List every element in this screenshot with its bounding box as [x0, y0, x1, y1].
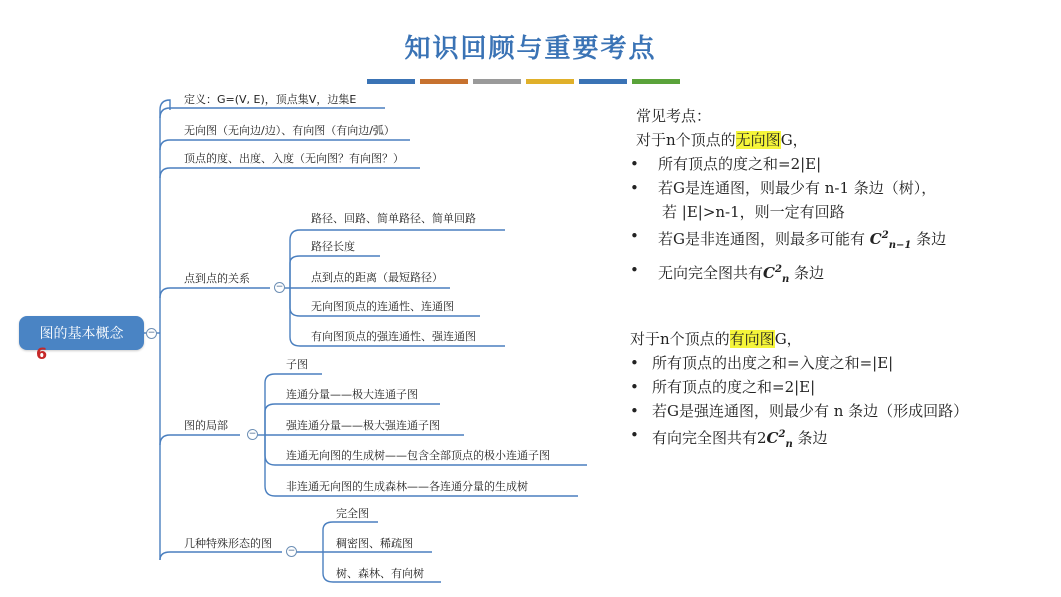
partial-child-1[interactable]: 子图	[286, 358, 308, 371]
root-collapse-toggle[interactable]: −	[147, 328, 156, 338]
node-directed-undirected[interactable]: 无向图（无向边/边）、有向图（有向边/弧）	[184, 124, 395, 137]
combination-sub: n	[785, 439, 793, 450]
partial-child-3[interactable]: 强连通分量——极大强连通子图	[286, 419, 440, 432]
combination-C: C	[763, 264, 775, 282]
undirected-highlight: 无向图	[735, 131, 781, 149]
combination-symbol	[870, 224, 912, 258]
undirected-bullet-2b: 若 |E|>n-1，则一定有回路	[662, 203, 845, 221]
special-child-3[interactable]: 树、森林、有向树	[336, 567, 424, 580]
special-child-1[interactable]: 完全图	[336, 507, 369, 520]
partial-child-5[interactable]: 非连通无向图的生成森林——各连通分量的生成树	[286, 480, 528, 493]
mindmap-root-node[interactable]: 图的基本概念	[19, 316, 144, 350]
directed-intro-suffix: G，	[774, 330, 802, 348]
undirected-bullet-2	[624, 176, 946, 224]
directed-bullet-4-suffix: 条边	[792, 429, 828, 447]
partial-child-2[interactable]: 连通分量——极大连通子图	[286, 388, 418, 401]
node-point-relations[interactable]: 点到点的关系	[184, 272, 250, 285]
node-special-graphs[interactable]: 几种特殊形态的图	[184, 537, 272, 550]
combination-C: C	[869, 230, 882, 248]
page-title: 知识回顾与重要考点	[404, 34, 657, 64]
undirected-intro-prefix: 对于n个顶点的	[636, 131, 736, 149]
combination-sub: n	[781, 274, 790, 285]
undirected-intro-suffix: G，	[780, 131, 808, 149]
undirected-bullet-1: • 所有顶点的度之和=2|E|	[624, 152, 946, 176]
directed-bullet-1: • 所有顶点的出度之和=入度之和=|E|	[624, 351, 968, 375]
undirected-intro	[624, 128, 946, 152]
combination-sup: 2	[774, 264, 782, 275]
p2p-child-5[interactable]: 有向图顶点的强连通性、强连通图	[311, 330, 476, 343]
combination-symbol	[763, 258, 789, 292]
p2p-collapse-toggle[interactable]: −	[275, 282, 284, 292]
combination-sup: 2	[881, 230, 889, 241]
annotation-marker: 6	[36, 344, 48, 363]
exam-points-panel	[624, 104, 946, 292]
special-collapse-toggle[interactable]: −	[287, 546, 296, 556]
directed-bullet-4-prefix: 有向完全图共有2	[652, 429, 767, 447]
p2p-child-2[interactable]: 路径长度	[311, 240, 355, 253]
partial-collapse-toggle[interactable]: −	[248, 429, 257, 439]
combination-symbol	[767, 423, 793, 457]
combination-sub: n−1	[888, 240, 912, 251]
directed-intro	[624, 327, 968, 351]
directed-bullet-4	[624, 423, 968, 457]
partial-child-4[interactable]: 连通无向图的生成树——包含全部顶点的极小连通子图	[286, 449, 550, 462]
directed-points-panel	[624, 327, 968, 457]
undirected-bullet-2a: 若G是连通图，则最少有 n-1 条边（树），	[658, 179, 937, 197]
undirected-bullet-4-prefix: 无向完全图共有	[658, 264, 764, 282]
undirected-bullet-3	[624, 224, 946, 258]
undirected-bullet-4-suffix: 条边	[789, 264, 824, 282]
p2p-child-1[interactable]: 路径、回路、简单路径、简单回路	[311, 212, 476, 225]
undirected-bullets	[624, 152, 946, 292]
directed-highlight: 有向图	[729, 330, 775, 348]
directed-bullet-2: • 所有顶点的度之和=2|E|	[624, 375, 968, 399]
directed-bullets	[624, 351, 968, 457]
node-partial[interactable]: 图的局部	[184, 419, 228, 432]
combination-C: C	[766, 429, 779, 447]
panel-heading: 常见考点：	[636, 107, 712, 125]
p2p-child-4[interactable]: 无向图顶点的连通性、连通图	[311, 300, 454, 313]
p2p-child-3[interactable]: 点到点的距离（最短路径）	[311, 271, 443, 284]
node-definition[interactable]: 定义：G=(V, E)，顶点集V，边集E	[184, 93, 357, 106]
undirected-bullet-3-prefix: 若G是非连通图，则最多可能有	[658, 230, 870, 248]
undirected-bullet-4	[624, 258, 946, 292]
combination-sup: 2	[778, 429, 786, 440]
directed-intro-prefix: 对于n个顶点的	[630, 330, 730, 348]
special-child-2[interactable]: 稠密图、稀疏图	[336, 537, 413, 550]
undirected-bullet-3-suffix: 条边	[911, 230, 947, 248]
node-degree[interactable]: 顶点的度、出度、入度（无向图？有向图？）	[184, 152, 404, 165]
directed-bullet-3: • 若G是强连通图，则最少有 n 条边（形成回路）	[624, 399, 968, 423]
